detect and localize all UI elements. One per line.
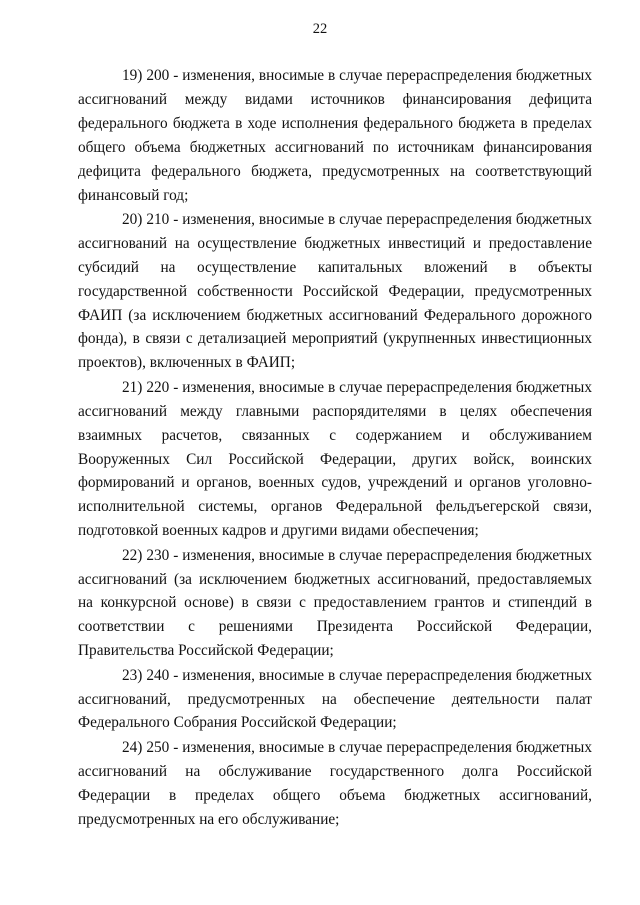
paragraph-item-24: 24) 250 - изменения, вносимые в случае перераспределения бюджетных ассигнований на обслуживание государственного долга Российской Федерации в пределах общего объема бюджетных ассигнований, предусмотренных на его обслуживание; (78, 738, 592, 828)
page-number: 22 (312, 21, 328, 37)
paragraph-item-22: 22) 230 - изменения, вносимые в случае перераспределения бюджетных ассигнований (за исключением бюджетных ассигнований, предоставляемых на конкурсной основе) в связи с предоставлением грантов и стипендий в соответствии с решениями Президента Российской Федерации, Правительства Российской Федерации; (78, 546, 592, 660)
paragraph-item-23: 23) 240 - изменения, вносимые в случае перераспределения бюджетных ассигнований, предусмотренных на обеспечение деятельности палат Федерального Собрания Российской Федерации; (78, 666, 592, 732)
paragraph-item-21: 21) 220 - изменения, вносимые в случае перераспределения бюджетных ассигнований между главными распорядителями в целях обеспечения взаимных расчетов, связанных с содержанием и обслуживанием Вооруженных Сил Российской Федерации, других войск, воинских формирований и органов, военных судов, учреждений и органов уголовно-исполнительной системы, органов Федеральной фельдъегерской связи, подготовкой военных кадров и другими видами обеспечения; (78, 378, 592, 540)
document-body (78, 64, 592, 832)
paragraph-item-20: 20) 210 - изменения, вносимые в случае перераспределения бюджетных ассигнований на осуществление бюджетных инвестиций и предоставление субсидий на осуществление капитальных вложений в объекты государственной собственности Российской Федерации, предусмотренных ФАИП (за исключением бюджетных ассигнований Федерального дорожного фонда), в связи с детализацией мероприятий (укрупненных инвестиционных проектов), включенных в ФАИП; (78, 210, 592, 372)
paragraph-item-19: 19) 200 - изменения, вносимые в случае перераспределения бюджетных ассигнований между видами источников финансирования дефицита федерального бюджета в ходе исполнения федерального бюджета в пределах общего объема бюджетных ассигнований по источникам финансирования дефицита федерального бюджета, предусмотренных на соответствующий финансовый год; (78, 67, 592, 204)
